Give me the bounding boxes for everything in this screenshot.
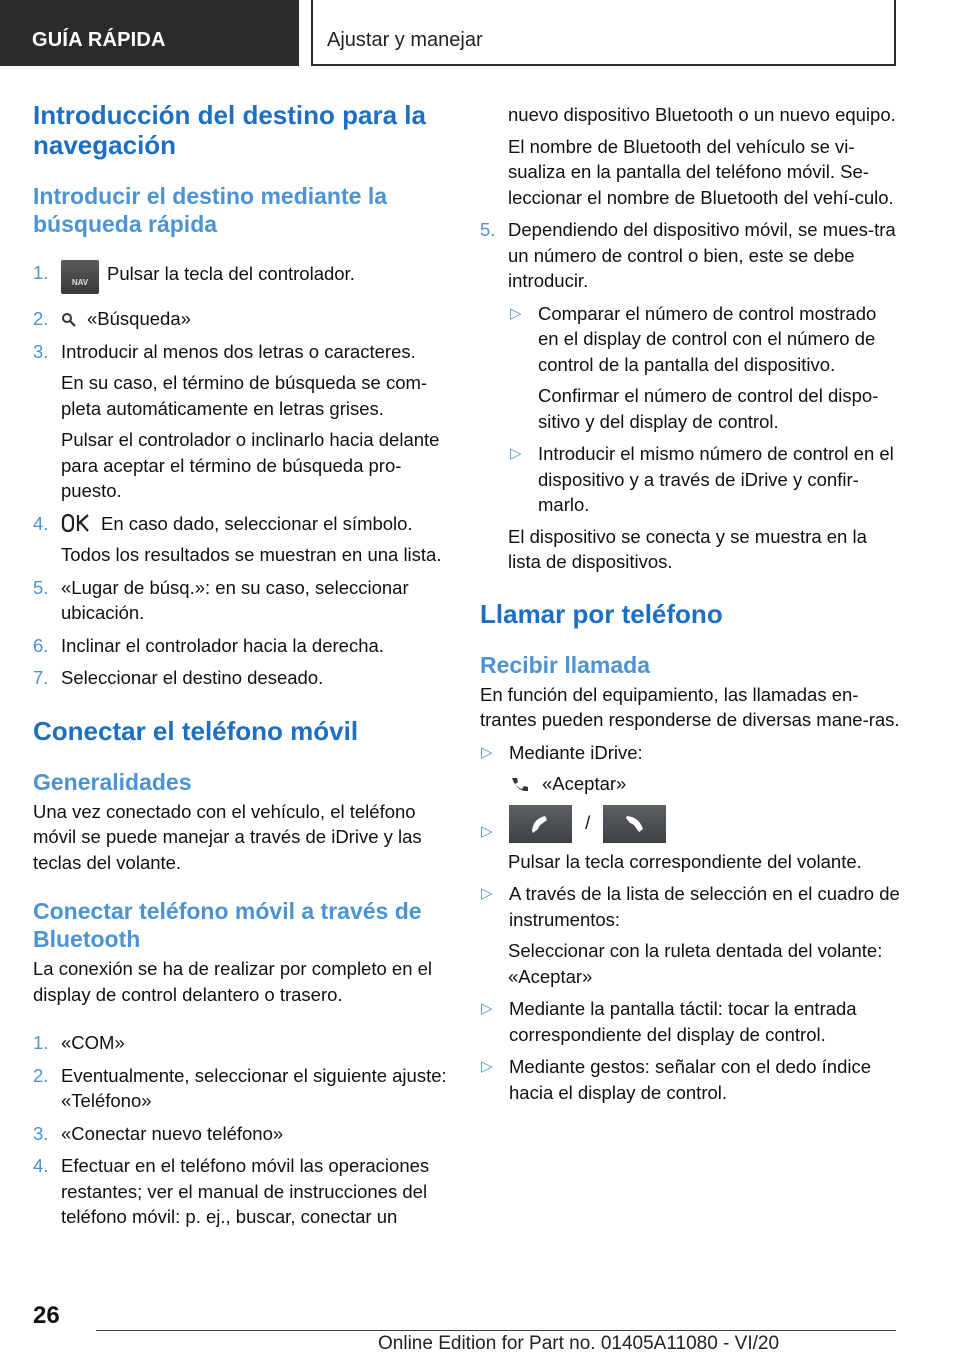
step-text: «Búsqueda» — [87, 308, 191, 329]
triangle-bullet-icon: ▷ — [481, 822, 493, 840]
paragraph-bluetooth: La conexión se ha de realizar por completo en el display de control delantero o trasero. — [33, 958, 433, 1005]
triangle-bullet-icon: ▷ — [481, 1000, 493, 1017]
triangle-bullet-icon: ▷ — [510, 445, 522, 462]
bullet-text: Mediante gestos: señalar con el dedo índice hacia el display de control. — [509, 1056, 872, 1103]
receive-cluster-note: Seleccionar con la ruleta dentada del volante: «Aceptar» — [508, 940, 883, 987]
step-text: «COM» — [61, 1032, 125, 1053]
paragraph-general: Una vez conectado con el vehículo, el teléfono móvil se puede manejar a través de iDrive y las teclas del volante. — [33, 800, 422, 873]
step-number: 4. — [33, 512, 49, 534]
end-call-key-icon — [603, 805, 666, 843]
triangle-bullet-icon: ▷ — [481, 743, 493, 761]
receive-option-idrive — [480, 740, 900, 766]
bullet-text: Introducir el mismo número de control en el dispositivo y a través de iDrive y confir-marlo. — [538, 443, 894, 515]
step-number: 2. — [33, 1064, 49, 1086]
heading-navigation: Introducción del destino para la navegación — [33, 100, 426, 160]
phone-handset-icon — [508, 775, 532, 793]
step-number: 5. — [33, 576, 49, 598]
chapter-label: Ajustar y manejar — [327, 29, 483, 51]
step-number: 7. — [33, 667, 49, 688]
step-5 — [33, 575, 451, 626]
receive-idrive-accept — [480, 771, 900, 797]
step-text: «Lugar de búsq.»: en su caso, seleccionar ubicación. — [61, 576, 409, 623]
step-3-note: En su caso, el término de búsqueda se com-pleta automáticamente en letras grises. — [61, 372, 428, 419]
step-1 — [33, 260, 451, 294]
ok-icon — [61, 513, 91, 533]
step-text: Seleccionar el destino deseado. — [61, 667, 324, 688]
step-4 — [33, 511, 451, 537]
triangle-bullet-icon: ▷ — [510, 304, 522, 322]
receive-option-touchscreen — [480, 996, 900, 1047]
bt-step-2 — [33, 1063, 451, 1114]
receive-option-gestures — [480, 1054, 900, 1105]
bt-step-3 — [33, 1121, 451, 1147]
page-header — [0, 0, 960, 66]
receive-steering-note: Pulsar la tecla correspondiente del volante. — [508, 850, 862, 872]
step-text: «Conectar nuevo teléfono» — [61, 1122, 284, 1144]
accept-call-key-icon — [509, 805, 572, 843]
step-4-note: Todos los resultados se muestran en una lista. — [61, 544, 442, 565]
page-number: 26 — [33, 1302, 60, 1329]
bt-step-5-option-2 — [480, 441, 900, 518]
paragraph-receive: En función del equipamiento, las llamadas en-trantes pueden responderse de diversas mane-ras. — [480, 683, 900, 730]
section-tab — [0, 0, 299, 66]
bullet-text: Mediante iDrive: — [509, 741, 643, 763]
receive-option-steering-keys — [480, 805, 900, 843]
step-3 — [33, 339, 451, 365]
bt-step-1 — [33, 1030, 451, 1056]
bullet-text: A través de la lista de selección en el cuadro de instrumentos: — [509, 883, 900, 930]
step-number: 3. — [33, 1122, 49, 1144]
heading-general: Generalidades — [33, 768, 192, 795]
step-number: 5. — [480, 219, 496, 240]
bt-step-4-note: El nombre de Bluetooth del vehículo se vi-sualiza en la pantalla del teléfono móvil. Se-leccionar el nombre de Bluetooth del vehí-culo. — [508, 135, 894, 208]
right-column — [480, 102, 900, 1105]
step-3-note: Pulsar el controlador o inclinarlo hacia delante para aceptar el término de búsqueda pro-puesto. — [61, 429, 440, 501]
bt-step-5-note: El dispositivo se conecta y se muestra en la lista de dispositivos. — [508, 525, 867, 572]
triangle-bullet-icon: ▷ — [481, 885, 493, 902]
nav-key-icon: NAV — [61, 260, 99, 294]
separator: / — [585, 811, 591, 833]
step-number: 6. — [33, 634, 49, 656]
step-text: Eventualmente, seleccionar el siguiente ajuste: «Teléfono» — [61, 1064, 447, 1111]
bt-step-5 — [480, 217, 900, 294]
receive-option-instrument-cluster — [480, 881, 900, 932]
step-2 — [33, 306, 451, 332]
search-icon — [61, 312, 77, 328]
bt-step-4-continued: nuevo dispositivo Bluetooth o un nuevo equipo. — [508, 104, 896, 125]
step-number: 2. — [33, 308, 49, 329]
heading-bluetooth: Conectar teléfono móvil a través de Bluetooth — [33, 898, 422, 952]
step-text: Pulsar la tecla del controlador. — [107, 263, 355, 284]
heading-call: Llamar por teléfono — [480, 598, 723, 629]
step-number: 1. — [33, 262, 49, 283]
heading-connect-phone: Conectar el teléfono móvil — [33, 715, 359, 746]
bt-step-5-option-1-note: Confirmar el número de control del dispo-sitivo y del display de control. — [538, 385, 879, 432]
step-text: Efectuar en el teléfono móvil las operaciones restantes; ver el manual de instrucciones del teléfono móvil: p. ej., buscar, conectar un — [61, 1155, 430, 1227]
section-label: GUÍA RÁPIDA — [32, 29, 166, 51]
bullet-text: Mediante la pantalla táctil: tocar la entrada correspondiente del display de control. — [509, 998, 857, 1045]
step-7 — [33, 665, 451, 691]
chapter-tab — [311, 0, 896, 66]
step-number: 1. — [33, 1032, 49, 1053]
step-text: En caso dado, seleccionar el símbolo. — [101, 512, 413, 534]
step-text: Introducir al menos dos letras o caracteres. — [61, 340, 416, 362]
bullet-text: Comparar el número de control mostrado en el display de control con el número de control de la pantalla del dispositivo. — [538, 302, 877, 375]
heading-quick-search: Introducir el destino mediante la búsqueda rápida — [33, 183, 388, 237]
bt-step-4 — [33, 1153, 451, 1230]
step-text: Dependiendo del dispositivo móvil, se mues-tra un número de control o bien, este se debe introducir. — [508, 219, 896, 291]
bt-step-5-option-1 — [480, 301, 900, 378]
step-text: Inclinar el controlador hacia la derecha. — [61, 634, 384, 656]
accept-label: «Aceptar» — [542, 773, 627, 794]
triangle-bullet-icon: ▷ — [481, 1058, 493, 1075]
step-number: 4. — [33, 1155, 49, 1176]
heading-receive-call: Recibir llamada — [480, 651, 651, 678]
step-number: 3. — [33, 340, 49, 362]
footer-divider — [96, 1330, 896, 1331]
left-column — [33, 100, 451, 1230]
step-6 — [33, 633, 451, 659]
edition-footer: Online Edition for Part no. 01405A11080 - VI/20 — [378, 1333, 780, 1354]
